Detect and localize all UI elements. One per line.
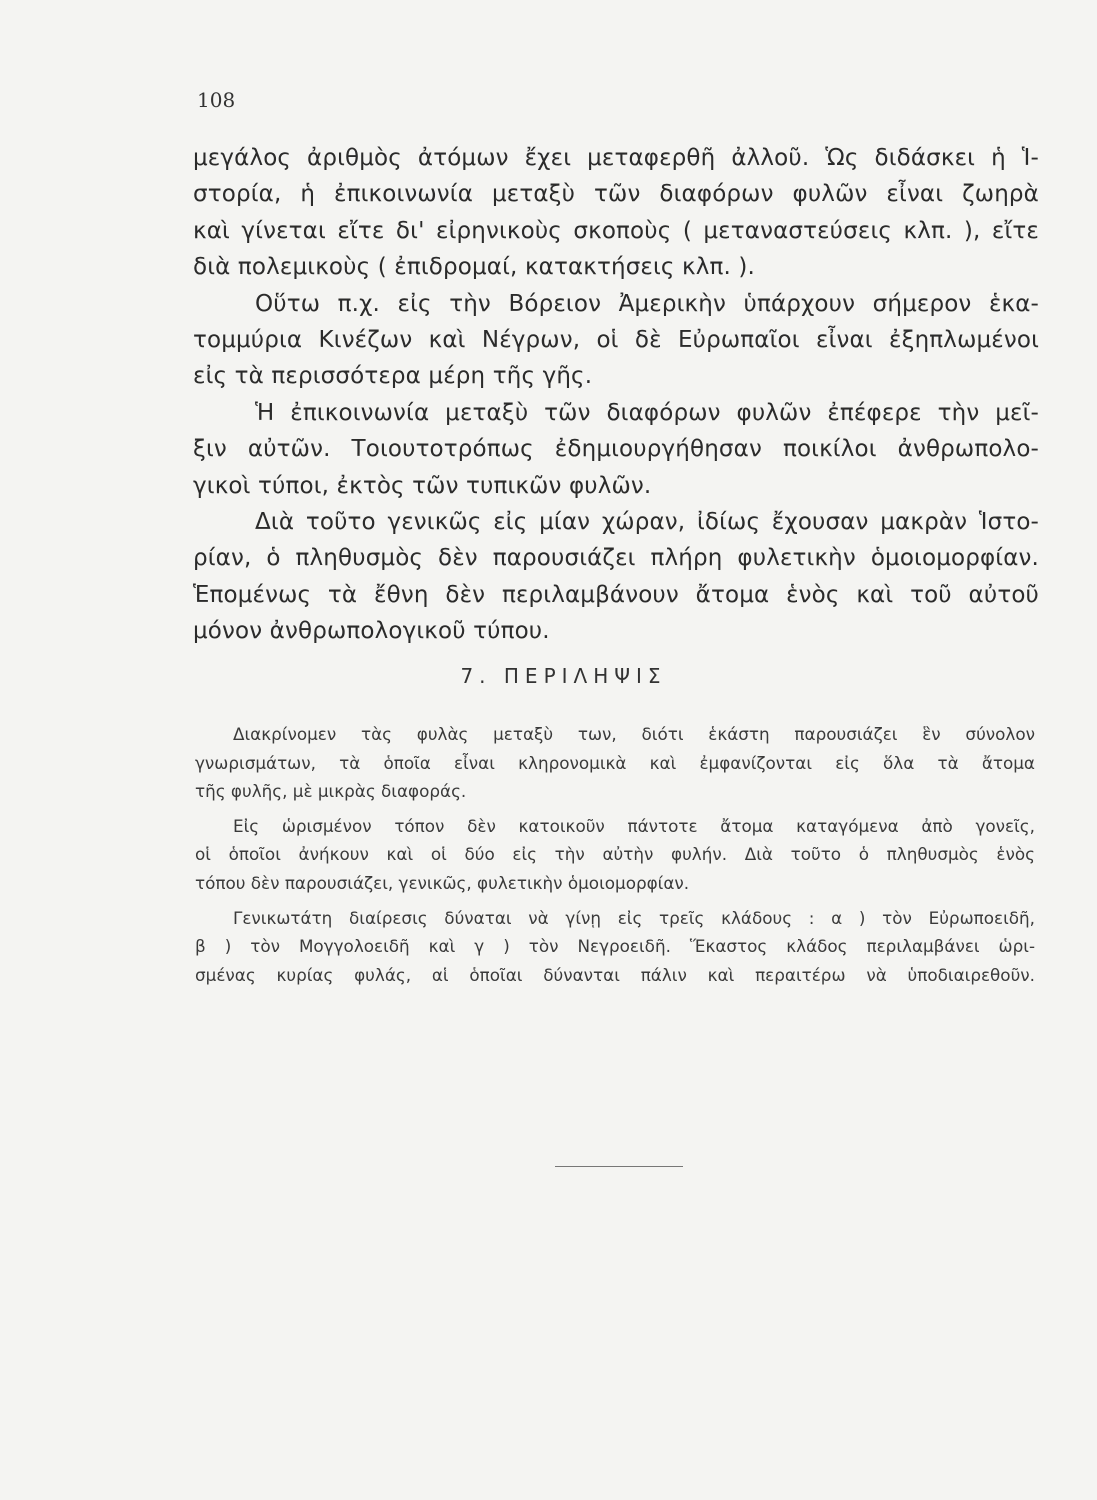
summary-line: τῆς φυλῆς, μὲ μικρὰς διαφοράς. (195, 781, 467, 802)
section-divider-rule (555, 1166, 683, 1167)
text-line: ρίαν, ὁ πληθυσμὸς δὲν παρουσιάζει πλήρη φυλετικὴν ὁμοιομορφίαν. (193, 545, 1039, 572)
section-title: 7. ΠΕΡΙΛΗΨΙΣ (460, 664, 667, 688)
text-line: Οὕτω π.χ. εἰς τὴν Βόρειον Ἀμερικὴν ὑπάρχουν σήμερον ἑκα- (255, 290, 1039, 317)
text-line: διὰ πολεμικοὺς ( ἐπιδρομαί, κατακτήσεις κλπ. ). (193, 254, 756, 281)
text-line: μεγάλος ἀριθμὸς ἀτόμων ἔχει μεταφερθῆ ἀλλοῦ. Ὡς διδάσκει ἡ Ἱ- (193, 145, 1039, 171)
text-line: τομμύρια Κινέζων καὶ Νέγρων, οἱ δὲ Εὐρωπαῖοι εἶναι ἐξηπλωμένοι (193, 326, 1039, 353)
text-line: μόνον ἀνθρωπολογικοῦ τύπου. (193, 618, 550, 645)
summary-line: Εἰς ὡρισμένον τόπον δὲν κατοικοῦν πάντοτε ἄτομα καταγόμενα ἀπὸ γονεῖς, (233, 815, 1035, 836)
summary-block (195, 720, 1035, 989)
text-line: ξιν αὐτῶν. Τοιουτοτρόπως ἐδημιουργήθησαν ποικίλοι ἀνθρωπολο- (193, 436, 1039, 463)
text-line: Διὰ τοῦτο γενικῶς εἰς μίαν χώραν, ἰδίως ἔχουσαν μακρὰν Ἱστο- (255, 508, 1039, 535)
text-line: Ἡ ἐπικοινωνία μεταξὺ τῶν διαφόρων φυλῶν ἐπέφερε τὴν μεῖ- (255, 399, 1039, 426)
text-line: Ἑπομένως τὰ ἔθνη δὲν περιλαμβάνουν ἄτομα ἑνὸς καὶ τοῦ αὐτοῦ (193, 581, 1039, 608)
page-number: 108 (197, 88, 236, 112)
summary-line: οἱ ὁποῖοι ἀνήκουν καὶ οἱ δύο εἰς τὴν αὐτὴν φυλήν. Διὰ τοῦτο ὁ πληθυσμὸς ἑνὸς (195, 844, 1035, 865)
summary-line: τόπου δὲν παρουσιάζει, γενικῶς, φυλετικὴν ὁμοιομορφίαν. (195, 872, 690, 893)
text-line: στορία, ἡ ἐπικοινωνία μεταξὺ τῶν διαφόρων φυλῶν εἶναι ζωηρὰ (193, 181, 1039, 208)
text-line: γικοὶ τύποι, ἐκτὸς τῶν τυπικῶν φυλῶν. (193, 472, 652, 499)
summary-line: Γενικωτάτη διαίρεσις δύναται νὰ γίνῃ εἰς τρεῖς κλάδους : α ) τὸν Εὐρωποειδῆ, (233, 907, 1035, 928)
text-line: καὶ γίνεται εἴτε δι' εἰρηνικοὺς σκοποὺς ( μεταναστεύσεις κλπ. ), εἴτε (193, 217, 1039, 244)
summary-line: β ) τὸν Μογγολοειδῆ καὶ γ ) τὸν Νεγροειδῆ. Ἕκαστος κλάδος περιλαμβάνει ὡρι- (195, 936, 1035, 957)
text-line: εἰς τὰ περισσότερα μέρη τῆς γῆς. (193, 363, 593, 390)
summary-line: γνωρισμάτων, τὰ ὁποῖα εἶναι κληρονομικὰ καὶ ἐμφανίζονται εἰς ὅλα τὰ ἄτομα (195, 752, 1035, 773)
summary-line: Διακρίνομεν τὰς φυλὰς μεταξὺ των, διότι ἑκάστη παρουσιάζει ἓν σύνολον (233, 724, 1035, 744)
main-text-block (193, 140, 1039, 649)
summary-line: σμένας κυρίας φυλάς, αἱ ὁποῖαι δύνανται πάλιν καὶ περαιτέρω νὰ ὑποδιαιρεθοῦν. (195, 964, 1035, 985)
